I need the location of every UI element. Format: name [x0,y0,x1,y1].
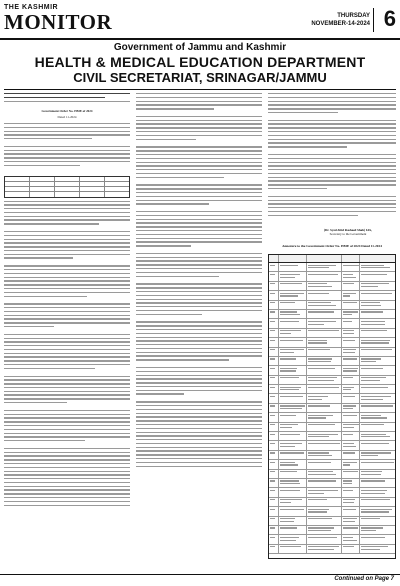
annexure-cell [269,488,279,496]
annexure-cell [360,385,395,393]
annexure-cell [307,310,342,318]
annexure-cell [360,310,395,318]
annexure-cell [360,357,395,365]
annexure-cell [360,272,395,280]
annexure-cell [269,404,279,412]
annexure-cell [342,272,360,280]
annexure-cell [307,498,342,506]
annexure-cell [279,348,307,356]
order-number: Government Order No. HME of 2024 [41,109,93,114]
annexure-cell [342,385,360,393]
annexure-cell [360,263,395,271]
annexure-cell [360,404,395,412]
annexure-cell [342,535,360,543]
annexure-cell [360,376,395,384]
annexure-cell [307,366,342,374]
annexure-row [269,517,395,526]
annexure-cell [342,357,360,365]
department-title: HEALTH & MEDICAL EDUCATION DEPARTMENT [34,54,366,70]
issue-day: THURSDAY [337,13,370,19]
annexure-cell [279,366,307,374]
annexure-cell [360,413,395,421]
signatory-designation: Secretary to the Government [329,232,367,236]
annexure-row [269,479,395,488]
annexure-cell [279,385,307,393]
annexure-cell [307,394,342,402]
annexure-cell [307,348,342,356]
annexure-cell [269,432,279,440]
annexure-cell [360,441,395,449]
annexure-cell [307,301,342,309]
annexure-cell [307,535,342,543]
annexure-row [269,310,395,319]
annexure-cell [342,366,360,374]
annexure-cell [307,319,342,327]
annexure-row [269,348,395,357]
annexure-cell [269,310,279,318]
annexure-row [269,498,395,507]
annexure-cell [279,404,307,412]
annexure-row [269,319,395,328]
annexure-title: Annexure to the Government Order No. HME of 2024 Dated 11-2024 [282,244,382,248]
vacancy-table [4,176,130,198]
annexure-cell [360,526,395,534]
annexure-cell [279,263,307,271]
annexure-row [269,470,395,479]
annexure-row [269,413,395,422]
annexure-row [269,263,395,272]
annexure-cell [269,301,279,309]
signature-block [300,228,396,236]
annexure-cell [279,451,307,459]
annexure-cell [307,451,342,459]
annexure-cell [342,423,360,431]
annexure-cell [307,291,342,299]
annexure-cell [279,282,307,290]
annexure-cell [269,413,279,421]
annexure-cell [307,357,342,365]
annexure-row [269,366,395,375]
annexure-cell [342,329,360,337]
annexure-cell [279,441,307,449]
annexure-cell [342,301,360,309]
annexure-cell [269,517,279,525]
annexure-cell [279,319,307,327]
annexure-cell [279,432,307,440]
annexure-cell [307,460,342,468]
annexure-cell [279,488,307,496]
annexure-cell [360,460,395,468]
annexure-cell [342,263,360,271]
annexure-cell [342,441,360,449]
annexure-cell [269,451,279,459]
annexure-row [269,357,395,366]
annexure-cell [360,282,395,290]
annexure-cell [279,517,307,525]
annexure-cell [360,498,395,506]
annexure-cell [279,357,307,365]
annexure-cell [360,432,395,440]
annexure-cell [360,451,395,459]
annexure-cell [269,357,279,365]
secretariat-title: CIVIL SECRETARIAT, SRINAGAR/JAMMU [73,70,327,85]
annexure-cell [279,498,307,506]
annexure-cell [279,291,307,299]
signatory-name: (Dr. Syed Abid Rasheed Shah) IAS, [324,228,372,232]
annexure-cell [360,545,395,553]
annexure-cell [360,507,395,515]
annexure-cell [307,507,342,515]
dateline [311,12,370,28]
annexure-row [269,545,395,554]
newspaper-logo: MONITOR [4,10,113,34]
annexure-cell [279,376,307,384]
annexure-cell [307,263,342,271]
annexure-cell [342,432,360,440]
annexure-cell [307,282,342,290]
annexure-cell [342,470,360,478]
annexure-cell [279,460,307,468]
newspaper-logo-small: THE KASHMIR [4,4,59,11]
annexure-cell [307,376,342,384]
annexure-cell [360,329,395,337]
annexure-cell [279,338,307,346]
government-title: Government of Jammu and Kashmir [113,42,287,53]
annexure-cell [307,338,342,346]
annexure-cell [269,394,279,402]
annexure-cell [342,526,360,534]
annexure-cell [307,441,342,449]
annexure-row [269,488,395,497]
annexure-cell [342,282,360,290]
annexure-cell [342,348,360,356]
annexure-cell [269,441,279,449]
annexure-cell [342,319,360,327]
notice-header [0,42,400,85]
annexure-cell [307,517,342,525]
annexure-cell [307,526,342,534]
annexure-cell [269,385,279,393]
issue-date: NOVEMBER-14-2024 [311,21,370,27]
annexure-row [269,385,395,394]
annexure-row [269,376,395,385]
annexure-cell [269,366,279,374]
annexure-cell [342,517,360,525]
annexure-cell [342,376,360,384]
annexure-cell [342,460,360,468]
annexure-cell [279,413,307,421]
annexure-cell [307,470,342,478]
annexure-row [269,526,395,535]
annexure-cell [269,291,279,299]
annexure-cell [269,526,279,534]
annexure-cell [360,535,395,543]
annexure-cell [269,479,279,487]
annexure-cell [279,423,307,431]
annexure-cell [279,272,307,280]
annexure-row [269,404,395,413]
annexure-row [269,460,395,469]
annexure-cell [269,423,279,431]
annexure-cell [307,385,342,393]
notice-column-2 [136,93,262,571]
annexure-cell [269,272,279,280]
annexure-row [269,441,395,450]
annexure-row [269,535,395,544]
annexure-cell [269,470,279,478]
annexure-cell [279,535,307,543]
annexure-cell [342,291,360,299]
annexure-cell [360,517,395,525]
annexure-cell [360,366,395,374]
continuation-footer [0,574,400,586]
annexure-row [269,423,395,432]
annexure-cell [269,376,279,384]
annexure-cell [360,291,395,299]
annexure-table [268,254,396,559]
annexure-row [269,507,395,516]
page-number: 6 [383,6,396,31]
annexure-cell [279,507,307,515]
annexure-cell [269,545,279,553]
annexure-cell [342,413,360,421]
annexure-cell [269,263,279,271]
annexure-cell [342,545,360,553]
annexure-row [269,272,395,281]
annexure-cell [360,319,395,327]
annexure-cell [279,301,307,309]
page-number-divider [373,8,374,32]
annexure-cell [342,479,360,487]
order-date: Dated 11-2024 [57,115,77,120]
annexure-cell [269,338,279,346]
annexure-cell [307,545,342,553]
annexure-row [269,432,395,441]
annexure-cell [269,329,279,337]
annexure-cell [360,301,395,309]
annexure-cell [269,282,279,290]
annexure-cell [307,413,342,421]
annexure-cell [279,479,307,487]
annexure-cell [342,404,360,412]
annexure-cell [307,488,342,496]
annexure-cell [360,394,395,402]
annexure-cell [360,348,395,356]
annexure-row [269,394,395,403]
annexure-row [269,329,395,338]
header-rule [4,89,396,90]
annexure-cell [360,479,395,487]
annexure-cell [279,394,307,402]
annexure-cell [307,272,342,280]
annexure-cell [269,460,279,468]
annexure-cell [269,348,279,356]
annexure-cell [279,310,307,318]
annexure-cell [342,310,360,318]
annexure-cell [342,451,360,459]
annexure-cell [360,338,395,346]
annexure-cell [279,329,307,337]
annexure-row [269,301,395,310]
masthead [0,0,400,40]
annexure-cell [307,329,342,337]
annexure-row [269,451,395,460]
annexure-cell [307,432,342,440]
continued-on-label: Continued on Page 7 [334,576,394,582]
annexure-cell [342,507,360,515]
annexure-cell [279,526,307,534]
annexure-cell [360,488,395,496]
annexure-cell [342,338,360,346]
annexure-cell [360,470,395,478]
annexure-cell [360,423,395,431]
annexure-cell [279,545,307,553]
notice-column-1 [4,93,130,571]
annexure-cell [279,470,307,478]
annexure-cell [342,488,360,496]
annexure-cell [342,498,360,506]
notice-column-3 [268,93,396,225]
annexure-cell [269,535,279,543]
annexure-cell [307,404,342,412]
annexure-cell [269,507,279,515]
annexure-header-row [269,255,395,263]
annexure-cell [342,394,360,402]
annexure-cell [307,479,342,487]
annexure-row [269,282,395,291]
annexure-cell [269,498,279,506]
annexure-row [269,338,395,347]
annexure-cell [307,423,342,431]
annexure-cell [269,319,279,327]
annexure-row [269,291,395,300]
